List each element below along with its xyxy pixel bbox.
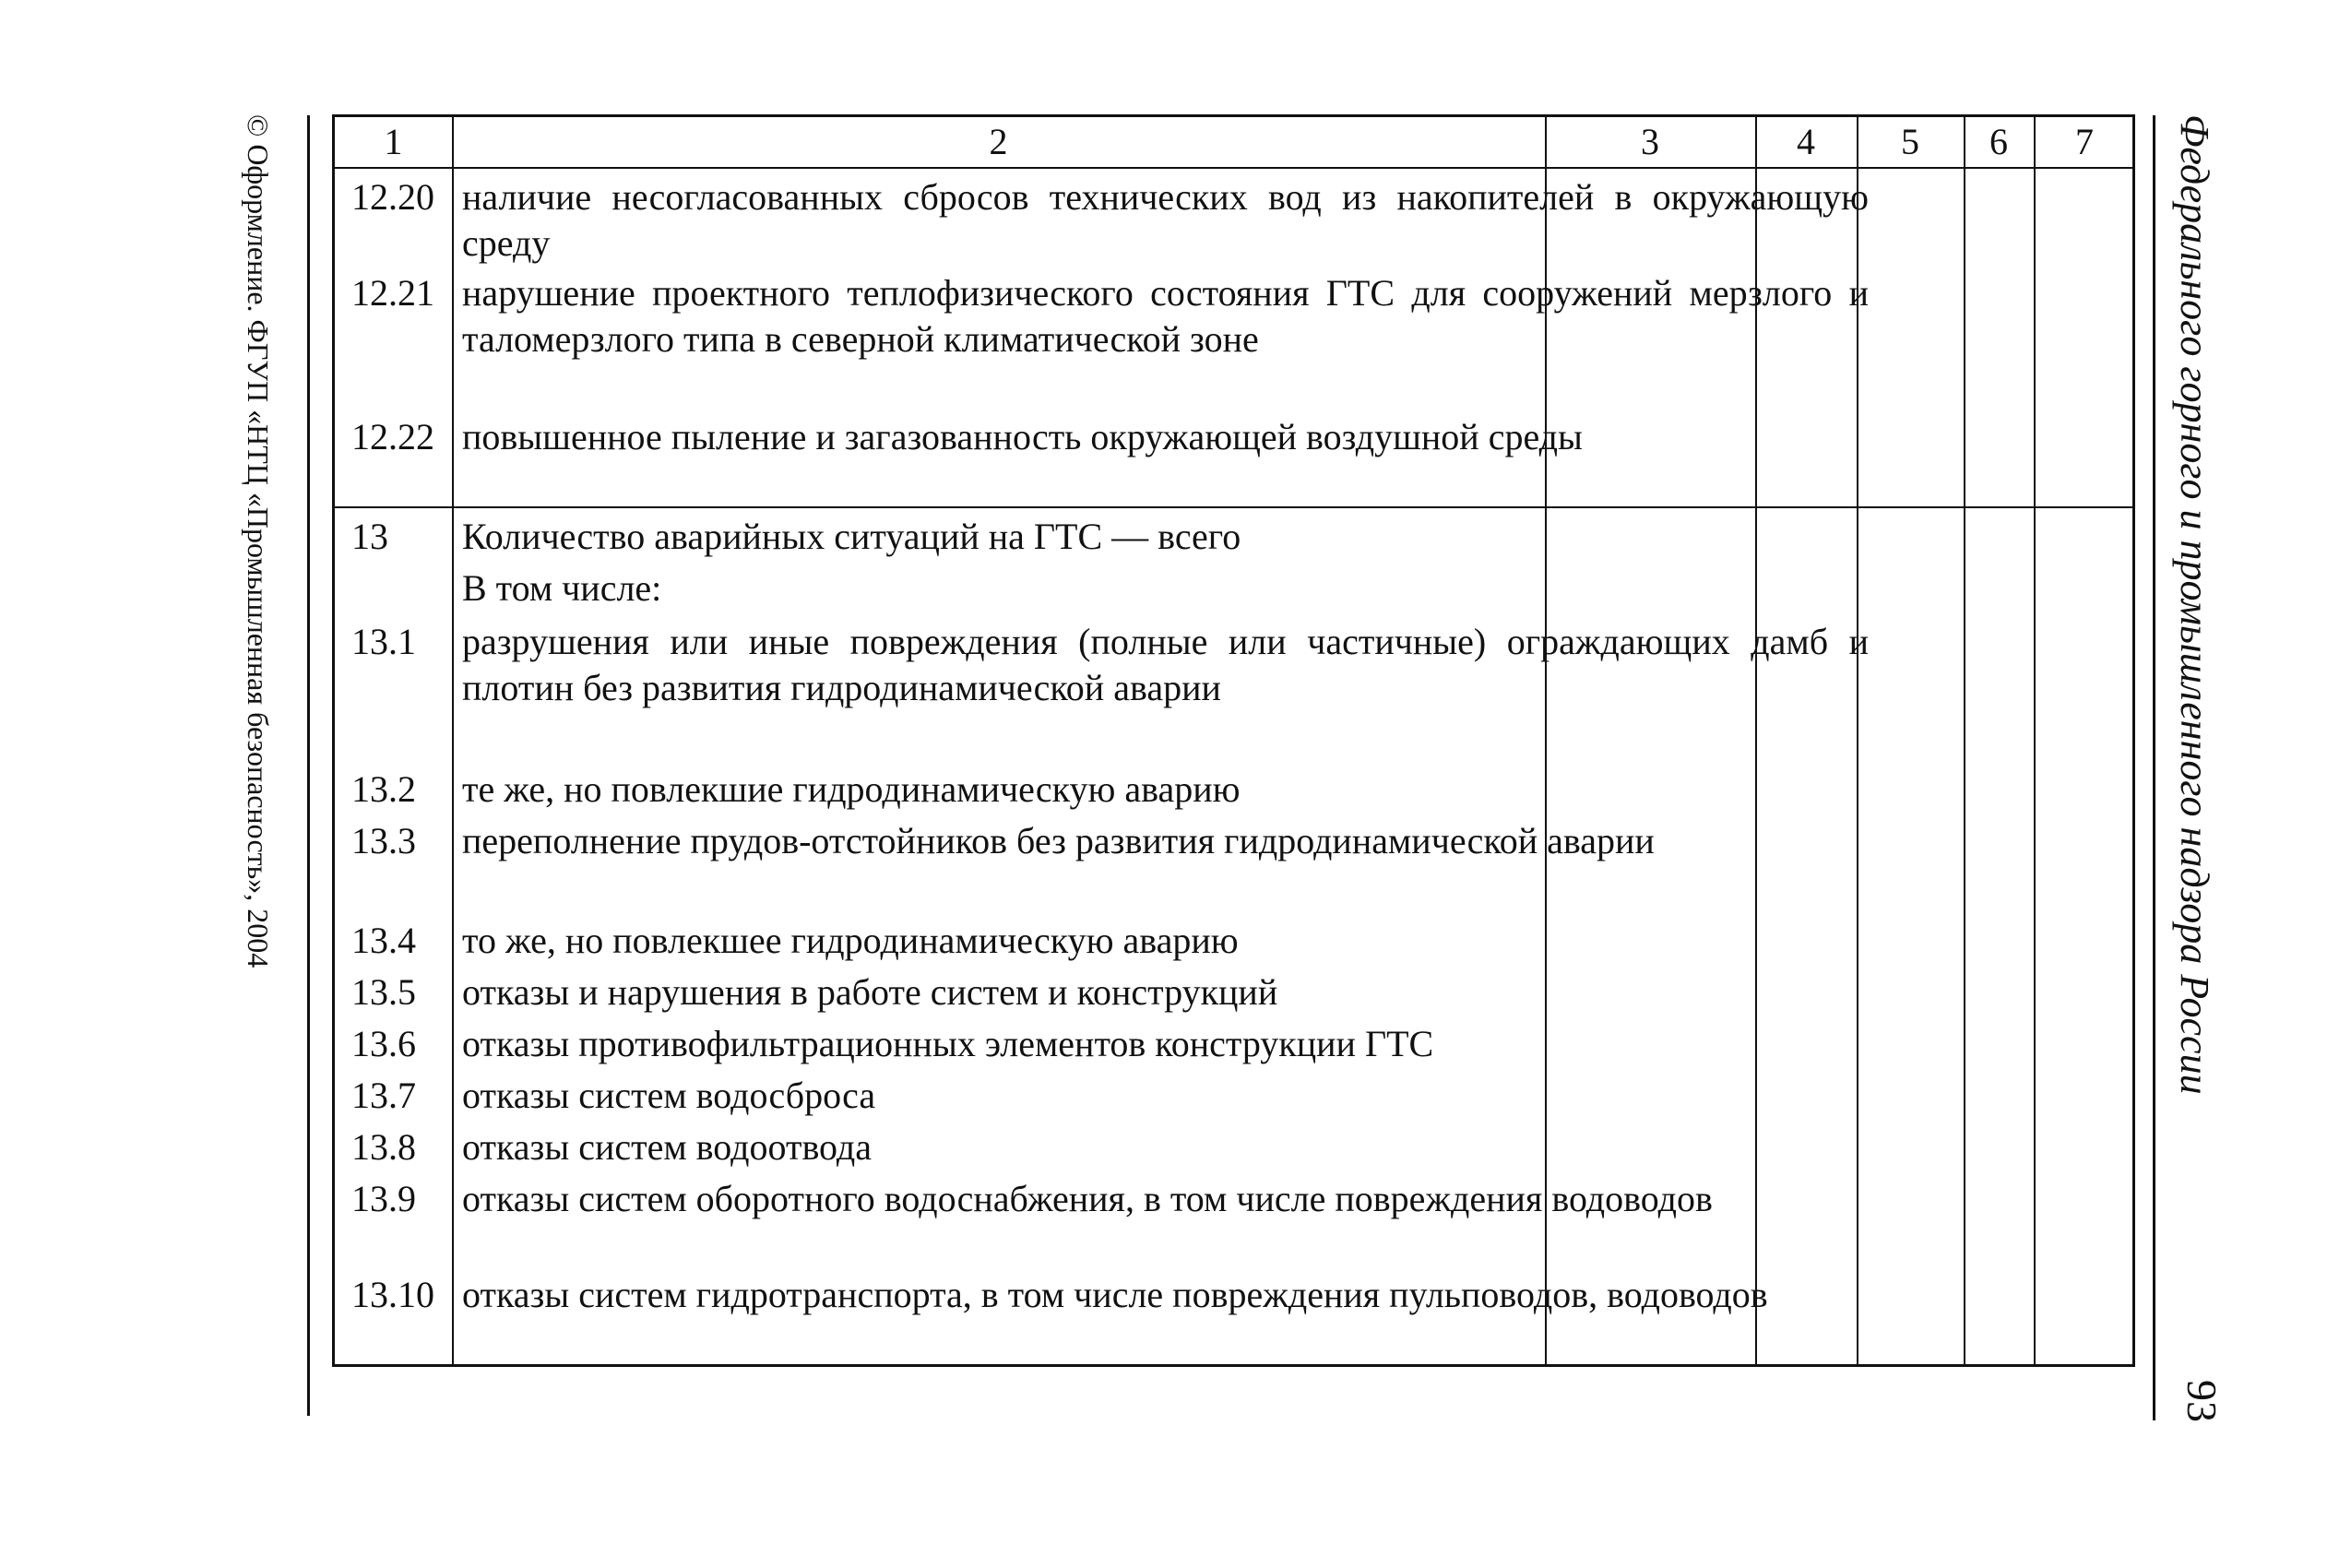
header-cell: 6 <box>1989 121 2008 162</box>
row-text: отказы противофильтрационных элементов конструкции ГТС <box>462 1023 1434 1064</box>
column-divider <box>452 117 454 1364</box>
row-text: повышенное пыление и загазованность окружающей воздушной среды <box>462 416 1583 457</box>
row-number: 12.21 <box>351 272 434 314</box>
header-cell: 4 <box>1797 121 1815 162</box>
row-text: разрушения или иные повреждения (полные или частичные) ограждающих дамб и плотин без развития гидродинамической аварии <box>462 621 1869 708</box>
column-divider <box>2034 117 2036 1364</box>
row-number: 13.8 <box>351 1126 416 1168</box>
row-number: 13.4 <box>351 920 416 961</box>
row-number: 13 <box>351 516 388 557</box>
row-number: 13.5 <box>351 971 416 1013</box>
row-text: переполнение прудов-отстойников без развития гидродинамической аварии <box>462 820 1655 861</box>
row-number: 13.2 <box>351 768 416 810</box>
row-number: 13.3 <box>351 820 416 861</box>
row-text: те же, но повлекшие гидродинамическую аварию <box>462 768 1241 810</box>
header-cell: 1 <box>384 121 403 162</box>
header-cell: 3 <box>1641 121 1659 162</box>
row-text: отказы систем водосброса <box>462 1075 876 1116</box>
row-number: 12.22 <box>351 416 434 457</box>
row-number: 13.9 <box>351 1178 416 1219</box>
running-header: Федерального горного и промышленного надзора России <box>2172 114 2217 1095</box>
left-margin-rule <box>307 115 310 1416</box>
page-number: 93 <box>2179 1380 2226 1422</box>
header-divider <box>335 167 2132 169</box>
row-text: Количество аварийных ситуаций на ГТС — всего <box>462 516 1241 557</box>
row-number: 13.6 <box>351 1023 416 1064</box>
row-number: 13.7 <box>351 1075 416 1116</box>
row-text: наличие несогласованных сбросов технических вод из накопителей в окружающую среду <box>462 176 1869 264</box>
header-cell: 7 <box>2075 121 2094 162</box>
header-cell: 2 <box>989 121 1008 162</box>
row-text: отказы систем оборотного водоснабжения, в том числе повреждения водоводов <box>462 1178 1713 1219</box>
row-text: отказы систем гидротранспорта, в том числе повреждения пульповодов, водоводов <box>462 1274 1768 1315</box>
row-number: 12.20 <box>351 176 434 218</box>
column-divider <box>1964 117 1965 1364</box>
header-cell: 5 <box>1901 121 1919 162</box>
data-table <box>332 114 2135 1367</box>
row-text: отказы и нарушения в работе систем и конструкций <box>462 971 1278 1013</box>
section-divider <box>335 506 2132 508</box>
copyright-note: © Оформление. ФГУП «НТЦ «Промышленная безопасность», 2004 <box>242 114 275 968</box>
row-text: нарушение проектного теплофизического состояния ГТС для сооружений мерзлого и таломерзлого типа в северной климатической зоне <box>462 272 1869 360</box>
row-text: В том числе: <box>462 567 662 609</box>
row-number: 13.10 <box>351 1274 434 1315</box>
row-text: то же, но повлекшее гидродинамическую аварию <box>462 920 1239 961</box>
row-text: отказы систем водоотвода <box>462 1126 873 1168</box>
row-number: 13.1 <box>351 621 416 662</box>
right-margin-rule <box>2153 115 2155 1420</box>
